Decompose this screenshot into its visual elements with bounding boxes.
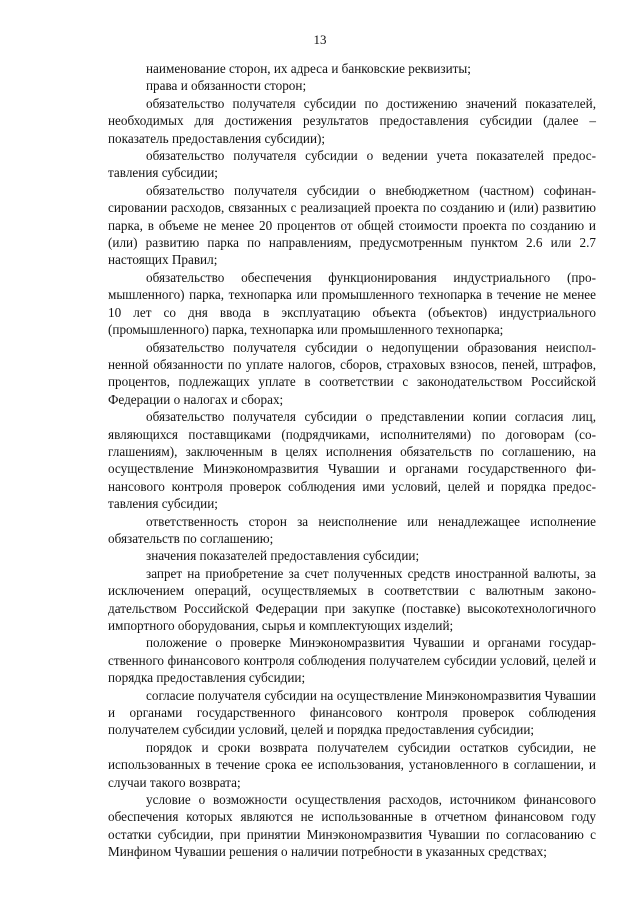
paragraph: порядок и сроки возврата получателем субсидии остатков субсидии, не использованных в течение срока ее использования, установленного в соглашении, и случаи такого возврата; bbox=[108, 739, 596, 790]
paragraph: запрет на приобретение за счет полученных средств иностранной валюты, за исключением операций, осуществляемых в соответствии с валютным законодательством Российской Федерации при закупке (поставке) высокотехнологичного импортного оборудования, сырья и комплектующих изделий; bbox=[108, 565, 596, 633]
paragraph: права и обязанности сторон; bbox=[146, 78, 307, 94]
document-body bbox=[108, 60, 596, 861]
page-number: 13 bbox=[313, 32, 327, 47]
paragraph: обязательство получателя субсидии о ведении учета показателей предоставления субсидии; bbox=[108, 148, 596, 181]
paragraph: обязательство получателя субсидии по достижению значений показателей, необходимых для достижения результатов предоставления субсидии (далее – показатель предоставления субсидии); bbox=[108, 95, 596, 146]
paragraph: обязательство получателя субсидии о представлении копии согласия лиц, являющихся поставщиками (подрядчиками, исполнителями) по договорам (соглашениям), заключенным в целях исполнения обязательств по соглашению, на осуществление Минэкономразвития Чувашии и органами государственного финансового контроля проверок соблюдения ими условий, целей и порядка предоставления субсидии; bbox=[108, 409, 596, 512]
paragraph: обязательство получателя субсидии о внебюджетном (частном) софинансировании расходов, связанных с реализацией проекта по созданию и (или) развитию парка, в объеме не менее 20 процентов от общей стоимости проекта по созданию и (или) развитию парка по направлениям, предусмотренным пунктом 2.6 или 2.7 настоящих Правил; bbox=[108, 182, 596, 268]
paragraph: обязательство обеспечения функционирования индустриального (промышленного) парка, технопарка или промышленного технопарка в течение не менее 10 лет со дня ввода в эксплуатацию объекта (объектов) индустриального (промышленного) парка, технопарка или промышленного технопарка; bbox=[108, 269, 596, 338]
paragraph: наименование сторон, их адреса и банковские реквизиты; bbox=[146, 61, 471, 76]
paragraph: ответственность сторон за неисполнение или ненадлежащее исполнение обязательств по соглашению; bbox=[108, 513, 596, 546]
paragraph: условие о возможности осуществления расходов, источником финансового обеспечения которых являются не использованные в отчетном финансовом году остатки субсидии, при принятии Минэкономразвития Чувашии по согласованию с Минфином Чувашии решения о наличии потребности в указанных средствах; bbox=[108, 792, 596, 860]
paragraph: положение о проверке Минэкономразвития Чувашии и органами государственного финансового контроля соблюдения получателем субсидии условий, целей и порядка предоставления субсидии; bbox=[108, 635, 596, 686]
paragraph: значения показателей предоставления субсидии; bbox=[146, 548, 420, 564]
paragraph: согласие получателя субсидии на осуществление Минэкономразвития Чувашии и органами государственного финансового контроля проверок соблюдения получателем субсидии условий, целей и порядка предоставления субсидии; bbox=[108, 687, 596, 738]
paragraph: обязательство получателя субсидии о недопущении образования неисполненной обязанности по уплате налогов, сборов, страховых взносов, пеней, штрафов, процентов, подлежащих уплате в соответствии с законодательством Российской Федерации о налогах и сборах; bbox=[108, 339, 596, 407]
